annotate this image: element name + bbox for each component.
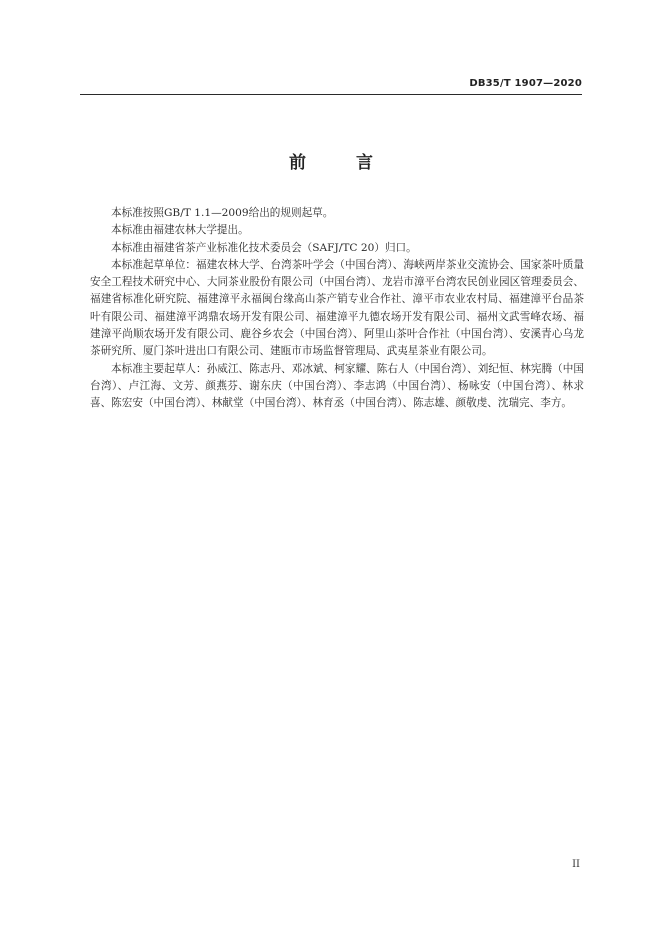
page-title: 前 言 — [289, 153, 395, 173]
paragraph-main-drafters: 本标准主要起草人：孙威江、陈志丹、邓冰斌、柯家耀、陈右人（中国台湾）、刘纪恒、林宪腾（中国台湾）、卢江海、文芳、颜燕芬、谢东庆（中国台湾）、李志鸿（中国台湾）、杨咏安（中国台湾）、林求喜、陈宏安（中国台湾）、林献堂（中国台湾）、林育丞（中国台湾）、陈志雄、颜敬虔、沈瑞完、李方。 — [90, 362, 584, 410]
document-code: DB35/T 1907—2020 — [469, 78, 582, 89]
foreword-body — [90, 205, 584, 413]
paragraph-drafting-units: 本标准起草单位：福建农林大学、台湾茶叶学会（中国台湾）、海峡两岸茶业交流协会、国家茶叶质量安全工程技术研究中心、大同茶业股份有限公司（中国台湾）、龙岩市漳平台湾农民创业园区管理委员会、福建省标准化研究院、福建漳平永福闽台缘高山茶产销专业合作社、漳平市农业农村局、福建漳平台品茶叶有限公司、福建漳平鸿鼎农场开发有限公司、福建漳平九德农场开发有限公司、福州文武雪峰农场、福建漳平尚顺农场开发有限公司、鹿谷乡农会（中国台湾）、阿里山茶叶合作社（中国台湾）、安溪青心乌龙茶研究所、厦门茶叶进出口有限公司、建瓯市市场监督管理局、武夷星茶业有限公司。 — [90, 258, 584, 358]
page-number: II — [572, 859, 580, 870]
paragraph-proposer: 本标准由福建农林大学提出。 — [111, 224, 249, 237]
paragraph-drafting-rules: 本标准按照GB/T 1.1—2009给出的规则起草。 — [111, 207, 334, 219]
header-rule — [80, 94, 582, 95]
paragraph-technical-committee: 本标准由福建省茶产业标准化技术委员会（SAFJ/TC 20）归口。 — [111, 241, 417, 254]
